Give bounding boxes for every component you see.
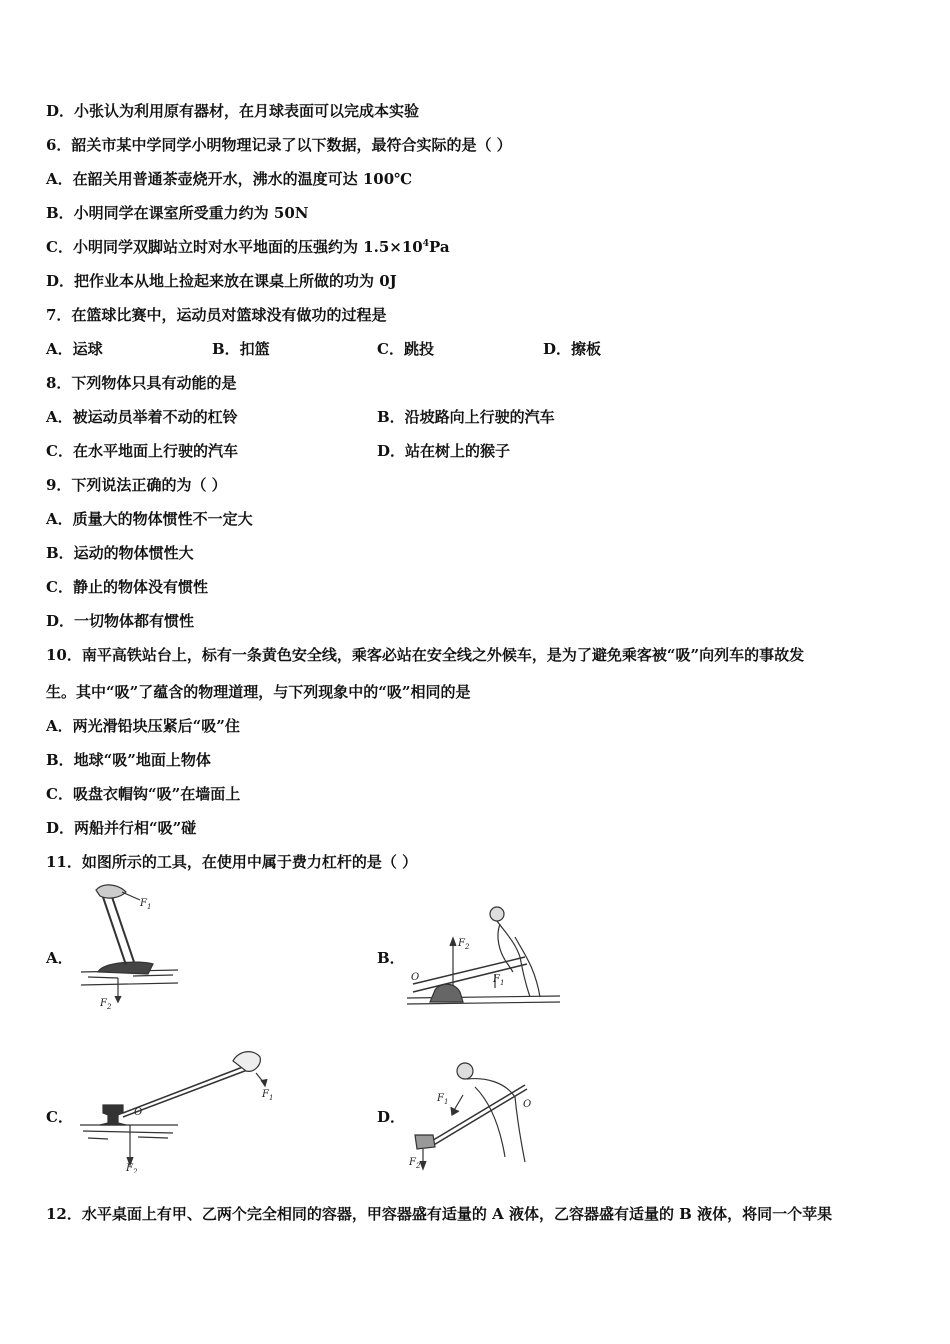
q8-option-a: A．被运动员举着不动的杠铃 xyxy=(46,408,238,426)
question-9: 9．下列说法正确的为（ ） xyxy=(46,476,227,494)
fig-b-f1-label: $F_1$ xyxy=(493,974,505,987)
fig-a-f1-label: $F_1$ xyxy=(140,898,152,911)
q8-option-d: D．站在树上的猴子 xyxy=(377,442,511,460)
question-11: 11．如图所示的工具，在使用中属于费力杠杆的是（ ） xyxy=(46,853,418,871)
q7-option-b: B．扣篮 xyxy=(212,340,270,358)
q11-option-a-label: A． xyxy=(46,949,73,967)
q9-option-a: A．质量大的物体惯性不一定大 xyxy=(46,510,253,528)
q9-option-b: B．运动的物体惯性大 xyxy=(46,544,194,562)
q6-option-b: B．小明同学在课室所受重力约为 50N xyxy=(46,204,309,222)
q11-figure-a xyxy=(78,882,183,1012)
fig-c-f2-label: $F_2$ xyxy=(126,1163,138,1173)
question-12: 12．水平桌面上有甲、乙两个完全相同的容器，甲容器盛有适量的 A 液体，乙容器盛有适量的 B 液体，将同一个苹果 xyxy=(46,1205,833,1223)
q6-option-a: A．在韶关用普通茶壶烧开水，沸水的温度可达 100℃ xyxy=(46,170,413,188)
fig-d-pivot-label: O xyxy=(523,1099,532,1110)
fig-c-pivot-label: O xyxy=(134,1107,143,1118)
fig-c-f1-label: $F_1$ xyxy=(262,1089,274,1102)
question-10-line2: 生。其中“吸”了蕴含的物理道理，与下列现象中的“吸”相同的是 xyxy=(46,683,471,701)
fig-d-f1-label: $F_1$ xyxy=(437,1093,449,1106)
question-7: 7．在篮球比赛中，运动员对篮球没有做功的过程是 xyxy=(46,306,387,324)
q10-option-c: C．吸盘衣帽钩“吸”在墙面上 xyxy=(46,785,241,803)
question-8: 8．下列物体只具有动能的是 xyxy=(46,374,237,392)
q11-option-d-label: D． xyxy=(377,1108,406,1126)
question-6: 6．韶关市某中学同学小明物理记录了以下数据，最符合实际的是（ ） xyxy=(46,136,512,154)
q11-figure-b xyxy=(405,902,565,1012)
fig-b-pivot-label: O xyxy=(411,972,420,983)
q10-option-b: B．地球“吸”地面上物体 xyxy=(46,751,211,769)
q6-option-c xyxy=(46,237,450,257)
q9-option-c: C．静止的物体没有惯性 xyxy=(46,578,208,596)
q10-option-a: A．两光滑铅块压紧后“吸”住 xyxy=(46,717,240,735)
q7-option-c: C．跳投 xyxy=(377,340,434,358)
q7-option-a: A．运球 xyxy=(46,340,103,358)
q11-option-b-label: B． xyxy=(377,949,405,967)
fig-d-f2-label: $F_2$ xyxy=(409,1157,421,1170)
q6-option-d: D．把作业本从地上捡起来放在课桌上所做的功为 0J xyxy=(46,272,397,290)
q8-option-b: B．沿坡路向上行驶的汽车 xyxy=(377,408,555,426)
fig-a-f2-label: $F_2$ xyxy=(100,998,112,1011)
q7-option-d: D．擦板 xyxy=(543,340,602,358)
q6c-exponent: 4 xyxy=(422,239,429,249)
q5-option-d: D．小张认为利用原有器材，在月球表面可以完成本实验 xyxy=(46,102,420,120)
q10-option-d: D．两船并行相“吸”碰 xyxy=(46,819,197,837)
q8-option-c: C．在水平地面上行驶的汽车 xyxy=(46,442,238,460)
q11-option-c-label: C． xyxy=(46,1108,73,1126)
q6c-unit: Pa xyxy=(428,238,450,256)
question-10-line1: 10．南平高铁站台上，标有一条黄色安全线，乘客必站在安全线之外候车，是为了避免乘客被“吸”向列车的事故发 xyxy=(46,646,805,664)
q11-figure-d xyxy=(405,1057,550,1172)
q9-option-d: D．一切物体都有惯性 xyxy=(46,612,195,630)
q11-figure-c xyxy=(78,1043,278,1173)
q6c-text: C．小明同学双脚站立时对水平地面的压强约为 1.5×10 xyxy=(46,238,423,256)
fig-b-f2-label: $F_2$ xyxy=(458,938,470,951)
